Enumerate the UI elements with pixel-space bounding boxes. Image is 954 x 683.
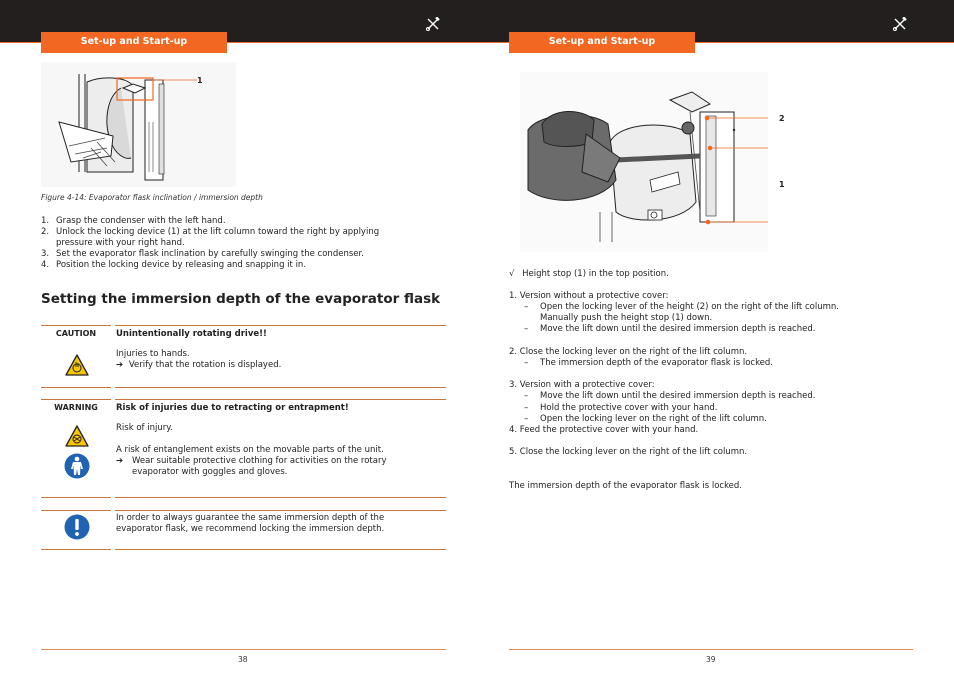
arrow-right-icon: ➔ — [116, 360, 124, 370]
note-text: In order to always guarantee the same immersion depth of the evaporator flask, we recommend locking the immersion depth. — [116, 513, 385, 534]
dash: – — [524, 414, 529, 424]
version-3-heading: 3. Version with a protective cover: — [509, 380, 655, 390]
divider — [115, 387, 446, 388]
step-2-result: The immersion depth of the evaporator flask is locked. — [540, 358, 774, 368]
list-item: 3. Set the evaporator flask inclination by carefully swinging the condenser. — [41, 249, 364, 259]
version-3-step-b: Hold the protective cover with your hand. — [540, 403, 718, 413]
check-line: √ Height stop (1) in the top position. — [509, 269, 669, 279]
warning-text: A risk of entanglement exists on the movable parts of the unit. — [116, 445, 384, 455]
warning-title: Risk of injuries due to retracting or entrapment! — [116, 403, 349, 413]
caution-signal: CAUTION — [55, 329, 97, 338]
tools-icon — [426, 17, 440, 31]
figure-callout-1: 1 — [197, 76, 203, 85]
note-exclamation-icon — [64, 514, 90, 540]
divider — [41, 399, 111, 400]
figure-caption: Figure 4-14: Evaporator flask inclination / immersion depth — [41, 193, 263, 202]
divider — [41, 325, 111, 326]
hand-entanglement-warning-icon — [65, 354, 89, 376]
section-heading: Setting the immersion depth of the evaporator flask — [41, 291, 441, 307]
caution-title: Unintentionally rotating drive!! — [116, 329, 267, 339]
version-1-step-b: Move the lift down until the desired immersion depth is reached. — [540, 324, 816, 334]
divider — [41, 497, 111, 498]
tools-icon — [893, 17, 907, 31]
step-4: 4. Feed the protective cover with your hand. — [509, 425, 699, 435]
divider — [115, 399, 446, 400]
dash: – — [524, 358, 529, 368]
warning-action: ➔ Wear suitable protective clothing for activities on the rotary evaporator with goggles and gloves. — [116, 456, 387, 477]
result-text: The immersion depth of the evaporator flask is locked. — [509, 481, 743, 491]
divider — [41, 387, 111, 388]
procedure-steps — [41, 216, 411, 271]
caution-text: Injuries to hands. — [116, 349, 190, 359]
warning-text: Risk of injury. — [116, 423, 173, 433]
version-1-step-a: Open the locking lever of the height (2) on the right of the lift column. Manually push the height stop (1) down. — [540, 302, 839, 323]
version-1-heading: 1. Version without a protective cover: — [509, 291, 669, 301]
entrapment-warning-icon — [65, 425, 89, 447]
arrow-right-icon: ➔ — [116, 456, 124, 466]
step-5: 5. Close the locking lever on the right of the lift column. — [509, 447, 748, 457]
figure-callout-1: 1 — [779, 180, 785, 189]
page-number: 39 — [706, 655, 716, 664]
dash: – — [524, 391, 529, 401]
caution-action: ➔ Verify that the rotation is displayed. — [116, 360, 282, 370]
warning-signal: WARNING — [54, 403, 98, 412]
list-item: 2. Unlock the locking device (1) at the lift column toward the right by applying pressure with your right hand. — [41, 227, 380, 248]
section-tab-right: Set-up and Start-up — [509, 32, 695, 53]
figure-callout-2: 2 — [779, 114, 785, 123]
dash: – — [524, 302, 529, 312]
section-tab-left: Set-up and Start-up — [41, 32, 227, 53]
footer-rule — [509, 649, 913, 650]
divider — [41, 510, 111, 511]
step-2: 2. Close the locking lever on the right of the lift column. — [509, 347, 748, 357]
protective-clothing-icon — [64, 453, 90, 479]
version-3-step-a: Move the lift down until the desired immersion depth is reached. — [540, 391, 816, 401]
list-item: 1. Grasp the condenser with the left hand. — [41, 216, 226, 226]
divider — [115, 510, 446, 511]
footer-rule — [41, 649, 446, 650]
version-3-step-c: Open the locking lever on the right of the lift column. — [540, 414, 767, 424]
divider — [115, 549, 446, 550]
evaporator-illustration-right — [520, 72, 768, 252]
divider — [115, 497, 446, 498]
dash: – — [524, 403, 529, 413]
check-icon: √ — [509, 269, 515, 279]
divider — [115, 325, 446, 326]
dash: – — [524, 324, 529, 334]
divider — [41, 549, 111, 550]
page-number: 38 — [238, 655, 248, 664]
evaporator-illustration-left — [41, 62, 236, 187]
list-item: 4. Position the locking device by releasing and snapping it in. — [41, 260, 307, 270]
